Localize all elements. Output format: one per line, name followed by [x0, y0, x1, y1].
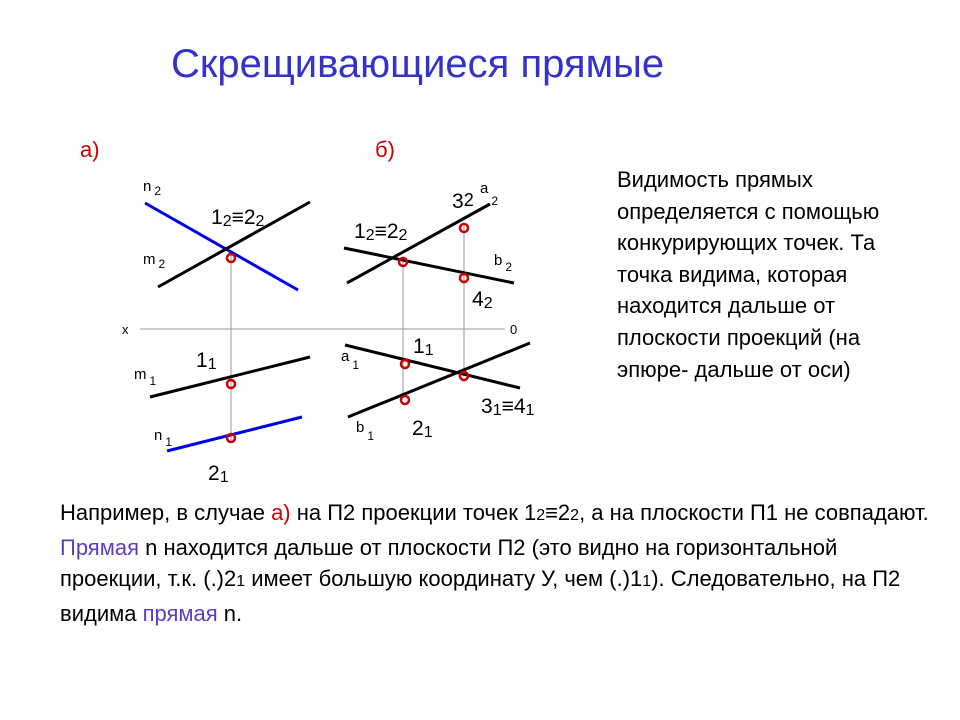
label-b1: b $_1$	[356, 419, 375, 443]
para-line-word-2: прямая	[142, 600, 218, 626]
para-line-word-1: Прямая	[60, 534, 139, 560]
para-sub-4: 1	[642, 573, 652, 591]
label-left-21: 21	[208, 462, 229, 486]
label-right-42: 42	[472, 288, 493, 312]
para-sub-2: 2	[570, 507, 580, 524]
visibility-description: Видимость прямых определяется с помощью конкурирующих точек. Та точка видима, которая находится дальше от плоскости проекций (на эпюре- дальше от оси)	[617, 167, 880, 382]
label-right-12: 12≡22	[354, 220, 408, 244]
line-n1	[167, 417, 302, 451]
point-right-11	[401, 360, 409, 368]
label-m2: m $_2$	[143, 251, 166, 271]
para-text-3: ≡2	[545, 500, 571, 525]
example-paragraph	[60, 497, 940, 629]
para-text-6: имеет большую координату У, чем (.)1	[245, 566, 643, 592]
para-sub-1: 2	[536, 507, 546, 524]
para-text-2: на П2 проекции точек 1	[290, 500, 537, 525]
label-left-12: 12≡22	[211, 206, 265, 230]
para-sub-3: 1	[236, 573, 246, 591]
case-a-label: а)	[80, 137, 100, 162]
para-case-a: а)	[271, 500, 291, 525]
para-text-4: , а на плоскости П1 не совпадают.	[579, 500, 929, 525]
label-right-21: 21	[412, 417, 433, 441]
point-right-21	[401, 396, 409, 404]
para-text-1: Например, в случае	[60, 500, 272, 525]
line-m1	[150, 357, 310, 397]
label-right-11: 11	[413, 335, 434, 359]
line-b2	[344, 248, 514, 283]
axis-zero-label: 0	[510, 322, 518, 337]
para-text-5: n находится дальше от плоскости П2 (это видно на горизонтальной проекции, т.к. (.)2	[60, 534, 838, 592]
label-left-11: 11	[196, 349, 217, 373]
label-n1: n $_1$	[154, 427, 173, 449]
label-b2: b $_2$	[494, 252, 513, 274]
para-text-8: n.	[217, 600, 243, 626]
page-title: Скрещивающиеся прямые	[171, 42, 665, 86]
para-text-7: ). Следовательно, на П2 видима	[60, 566, 901, 626]
label-a1: a $_1$	[341, 348, 360, 372]
label-m1: m $_1$	[134, 366, 157, 388]
axis-x-label: x	[122, 322, 129, 337]
label-n2: n $_2$	[143, 178, 162, 198]
label-right-31: 31≡41	[481, 395, 535, 419]
label-right-32: 32	[452, 190, 474, 213]
case-b-label: б)	[375, 137, 395, 162]
label-a2: $a_2$	[480, 180, 499, 208]
